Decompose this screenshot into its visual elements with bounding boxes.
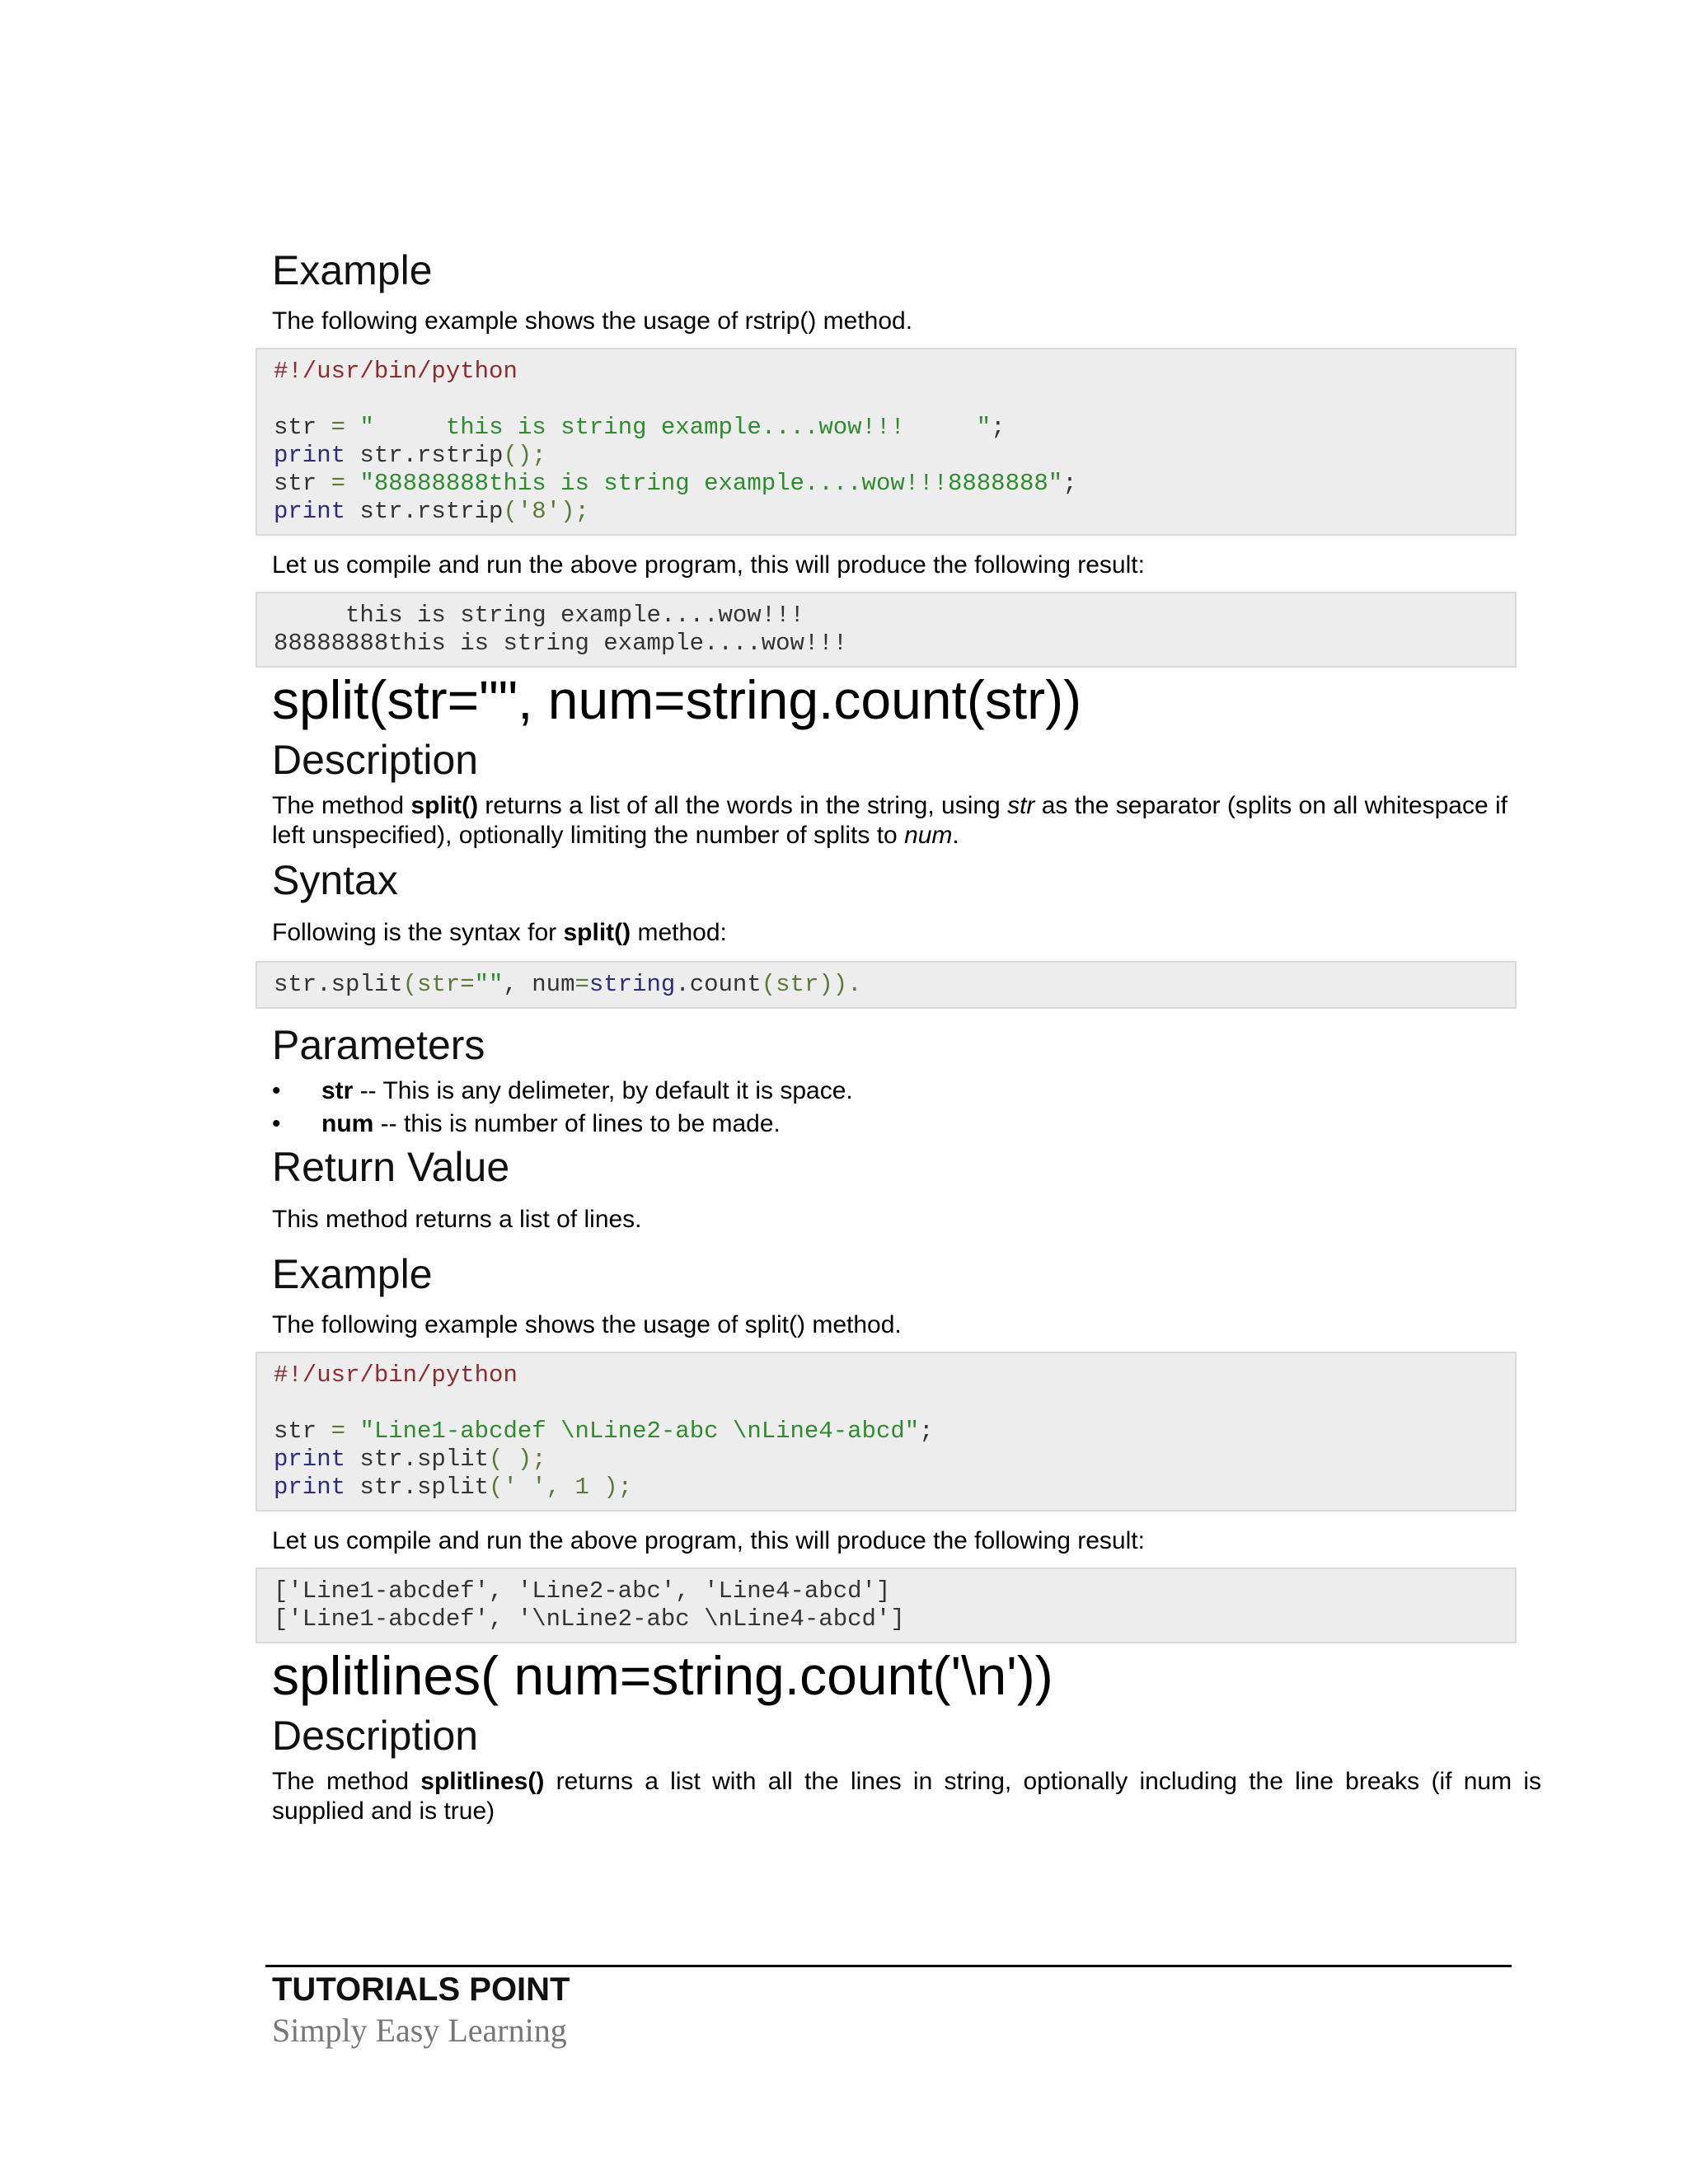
- code-token: print: [274, 1446, 346, 1473]
- example-intro: The following example shows the usage of split() method.: [272, 1311, 902, 1338]
- method-title-splitlines: splitlines( num=string.count('\n')): [272, 1645, 1053, 1706]
- code-token: str: [274, 470, 317, 497]
- text: returns a list with all the lines in string, optionally including the line breaks (if num is supplied and is true): [272, 1768, 1541, 1825]
- code-token: str: [274, 414, 317, 441]
- page-content: [272, 247, 1541, 1826]
- text: The method: [272, 792, 411, 819]
- output-line: ['Line1-abcdef', 'Line2-abc', 'Line4-abcd']: [274, 1577, 891, 1605]
- code-comment: #!/usr/bin/python: [274, 358, 518, 385]
- text: method:: [631, 919, 727, 946]
- list-item: [272, 1108, 1541, 1141]
- code-token: print: [274, 498, 346, 525]
- code-token: ;: [991, 414, 1006, 441]
- footer-title: TUTORIALS POINT: [272, 1971, 570, 2008]
- code-comment: #!/usr/bin/python: [274, 1361, 518, 1389]
- splitlines-description: [272, 1767, 1541, 1826]
- code-token: print: [274, 1474, 346, 1501]
- code-token: =: [316, 1418, 360, 1445]
- code-token: (str=: [402, 971, 475, 998]
- example-heading: Example: [272, 247, 433, 293]
- code-token: str.rstrip: [345, 442, 504, 469]
- code-token: str.split: [345, 1474, 490, 1501]
- code-token: "": [474, 971, 504, 998]
- code-token: ;: [919, 1418, 934, 1445]
- syntax-intro: [272, 918, 1541, 948]
- code-token: print: [274, 442, 346, 469]
- parameters-list: [272, 1075, 1541, 1141]
- footer-divider: [265, 1965, 1512, 1967]
- description-heading: Description: [272, 1713, 479, 1759]
- output-block-split: [256, 1568, 1517, 1643]
- code-token: , num: [503, 971, 575, 998]
- param-name: str: [321, 1077, 354, 1104]
- code-token: ('8');: [503, 498, 589, 525]
- text: as the separator (splits on all whitespace if left unspecified), optionally limiting the number of splits to: [272, 792, 1508, 849]
- footer-subtitle: Simply Easy Learning: [272, 2012, 567, 2049]
- code-token: =: [574, 971, 589, 998]
- text: The method: [272, 1768, 421, 1795]
- code-token: " this is string example....wow!!! ": [359, 414, 992, 441]
- code-token: "Line1-abcdef \nLine2-abc \nLine4-abcd": [359, 1418, 920, 1445]
- result-intro: Let us compile and run the above program, this will produce the following result:: [272, 1527, 1145, 1554]
- text: Following is the syntax for: [272, 919, 564, 946]
- code-token: "88888888this is string example....wow!!!8888888": [359, 470, 1063, 497]
- code-token: str: [274, 1418, 317, 1445]
- method-name: split(): [563, 919, 631, 946]
- syntax-code-block: [256, 961, 1517, 1009]
- code-token: str.rstrip: [345, 498, 504, 525]
- list-item: [272, 1075, 1541, 1108]
- code-token: (' ', 1 );: [489, 1474, 633, 1501]
- parameters-heading: Parameters: [272, 1022, 485, 1068]
- code-token: str.split: [274, 971, 403, 998]
- code-token: string: [588, 971, 676, 998]
- syntax-heading: Syntax: [272, 857, 398, 903]
- method-name: split(): [410, 792, 479, 819]
- param-name: num: [904, 822, 953, 849]
- code-token: =: [316, 414, 360, 441]
- code-token: ( );: [489, 1446, 546, 1473]
- split-description: [272, 791, 1541, 851]
- code-token: (str)).: [761, 971, 862, 998]
- return-value-heading: Return Value: [272, 1144, 510, 1190]
- output-line: this is string example....wow!!!: [274, 602, 804, 629]
- result-intro: Let us compile and run the above program, this will produce the following result:: [272, 551, 1145, 579]
- example-heading: Example: [272, 1251, 433, 1297]
- example-intro: The following example shows the usage of rstrip() method.: [272, 307, 913, 335]
- param-name: str: [1007, 792, 1035, 819]
- method-name: splitlines(): [420, 1768, 545, 1795]
- output-line: ['Line1-abcdef', '\nLine2-abc \nLine4-abcd']: [274, 1605, 905, 1633]
- param-name: num: [321, 1110, 374, 1137]
- return-value-text: This method returns a list of lines.: [272, 1206, 642, 1233]
- code-token: =: [316, 470, 360, 497]
- text: .: [952, 822, 959, 849]
- param-desc: -- This is any delimeter, by default it is space.: [353, 1077, 853, 1104]
- output-line: 88888888this is string example....wow!!!: [274, 630, 848, 657]
- code-token: str.split: [345, 1446, 490, 1473]
- param-desc: -- this is number of lines to be made.: [373, 1110, 781, 1137]
- code-block-split: [256, 1352, 1517, 1511]
- code-token: ;: [1062, 470, 1077, 497]
- text: returns a list of all the words in the string, using: [478, 792, 1008, 819]
- output-block-rstrip: [256, 592, 1517, 668]
- code-token: ();: [503, 442, 546, 469]
- code-block-rstrip: [256, 348, 1517, 536]
- code-token: .count: [675, 971, 762, 998]
- description-heading: Description: [272, 737, 479, 783]
- method-title-split: split(str="", num=string.count(str)): [272, 669, 1082, 730]
